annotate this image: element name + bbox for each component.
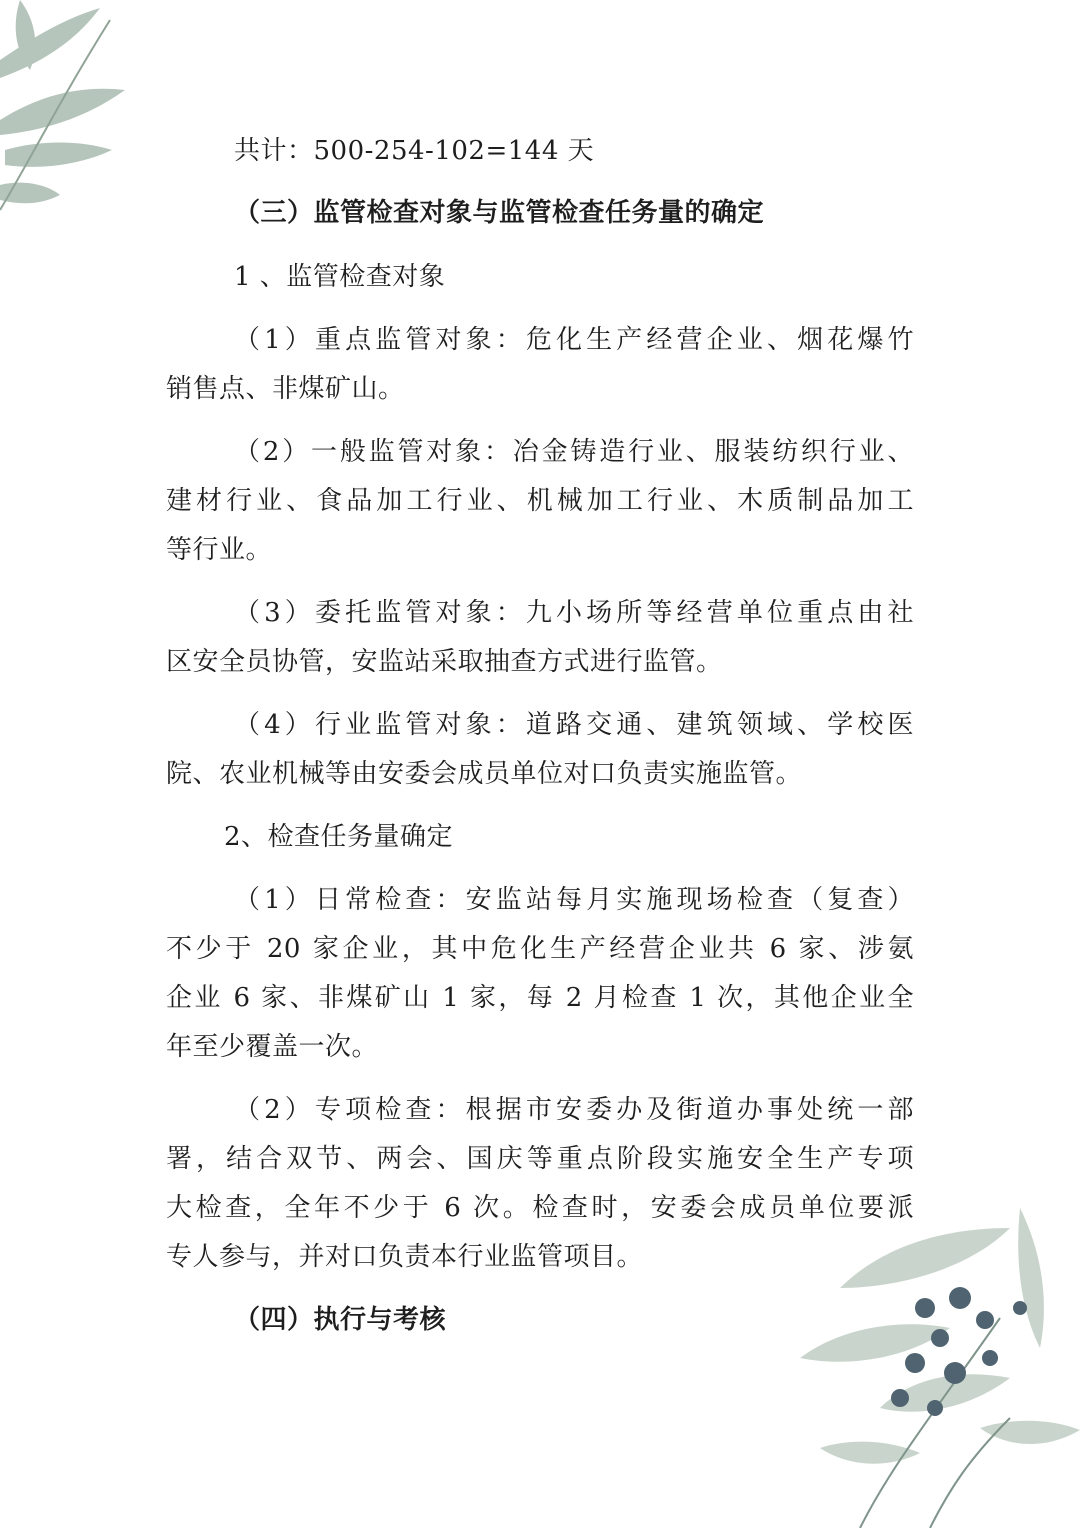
paragraph-line: （1）日常检查：安监站每月实施现场检查（复查） bbox=[234, 885, 914, 915]
paragraph-line: 销售点、非煤矿山。 bbox=[166, 374, 405, 404]
paragraph-line: （3）委托监管对象：九小场所等经营单位重点由社 bbox=[234, 598, 914, 628]
total-days-line: 共计：500-254-102=144 天 bbox=[234, 136, 595, 166]
subsection1-heading: 1 、监管检查对象 bbox=[234, 262, 446, 292]
paragraph-line: 大检查，全年不少于 6 次。检查时，安委会成员单位要派 bbox=[166, 1193, 914, 1223]
paragraph-line: （2）一般监管对象：冶金铸造行业、服装纺织行业、 bbox=[234, 437, 914, 467]
paragraph-line: 建材行业、食品加工行业、机械加工行业、木质制品加工 bbox=[166, 486, 914, 516]
paragraph-line: 年至少覆盖一次。 bbox=[166, 1032, 379, 1062]
paragraph-line: 企业 6 家、非煤矿山 1 家，每 2 月检查 1 次，其他企业全 bbox=[166, 983, 914, 1013]
paragraph-line: 专人参与，并对口负责本行业监管项目。 bbox=[166, 1242, 644, 1272]
paragraph-line: （1）重点监管对象：危化生产经营企业、烟花爆竹 bbox=[234, 325, 914, 355]
paragraph-line: （4）行业监管对象：道路交通、建筑领域、学校医 bbox=[234, 710, 914, 740]
section4-heading: （四）执行与考核 bbox=[234, 1305, 447, 1335]
subsection2-heading: 2、检查任务量确定 bbox=[224, 822, 454, 852]
paragraph-line: 等行业。 bbox=[166, 535, 273, 565]
paragraph-line: 区安全员协管，安监站采取抽查方式进行监管。 bbox=[166, 647, 723, 677]
paragraph-line: 院、农业机械等由安委会成员单位对口负责实施监管。 bbox=[166, 759, 803, 789]
paragraph-line: 不少于 20 家企业，其中危化生产经营企业共 6 家、涉氨 bbox=[166, 934, 914, 964]
section3-heading: （三）监管检查对象与监管检查任务量的确定 bbox=[234, 198, 765, 228]
paragraph-line: 署，结合双节、两会、国庆等重点阶段实施安全生产专项 bbox=[166, 1144, 914, 1174]
paragraph-line: （2）专项检查：根据市安委办及街道办事处统一部 bbox=[234, 1095, 914, 1125]
